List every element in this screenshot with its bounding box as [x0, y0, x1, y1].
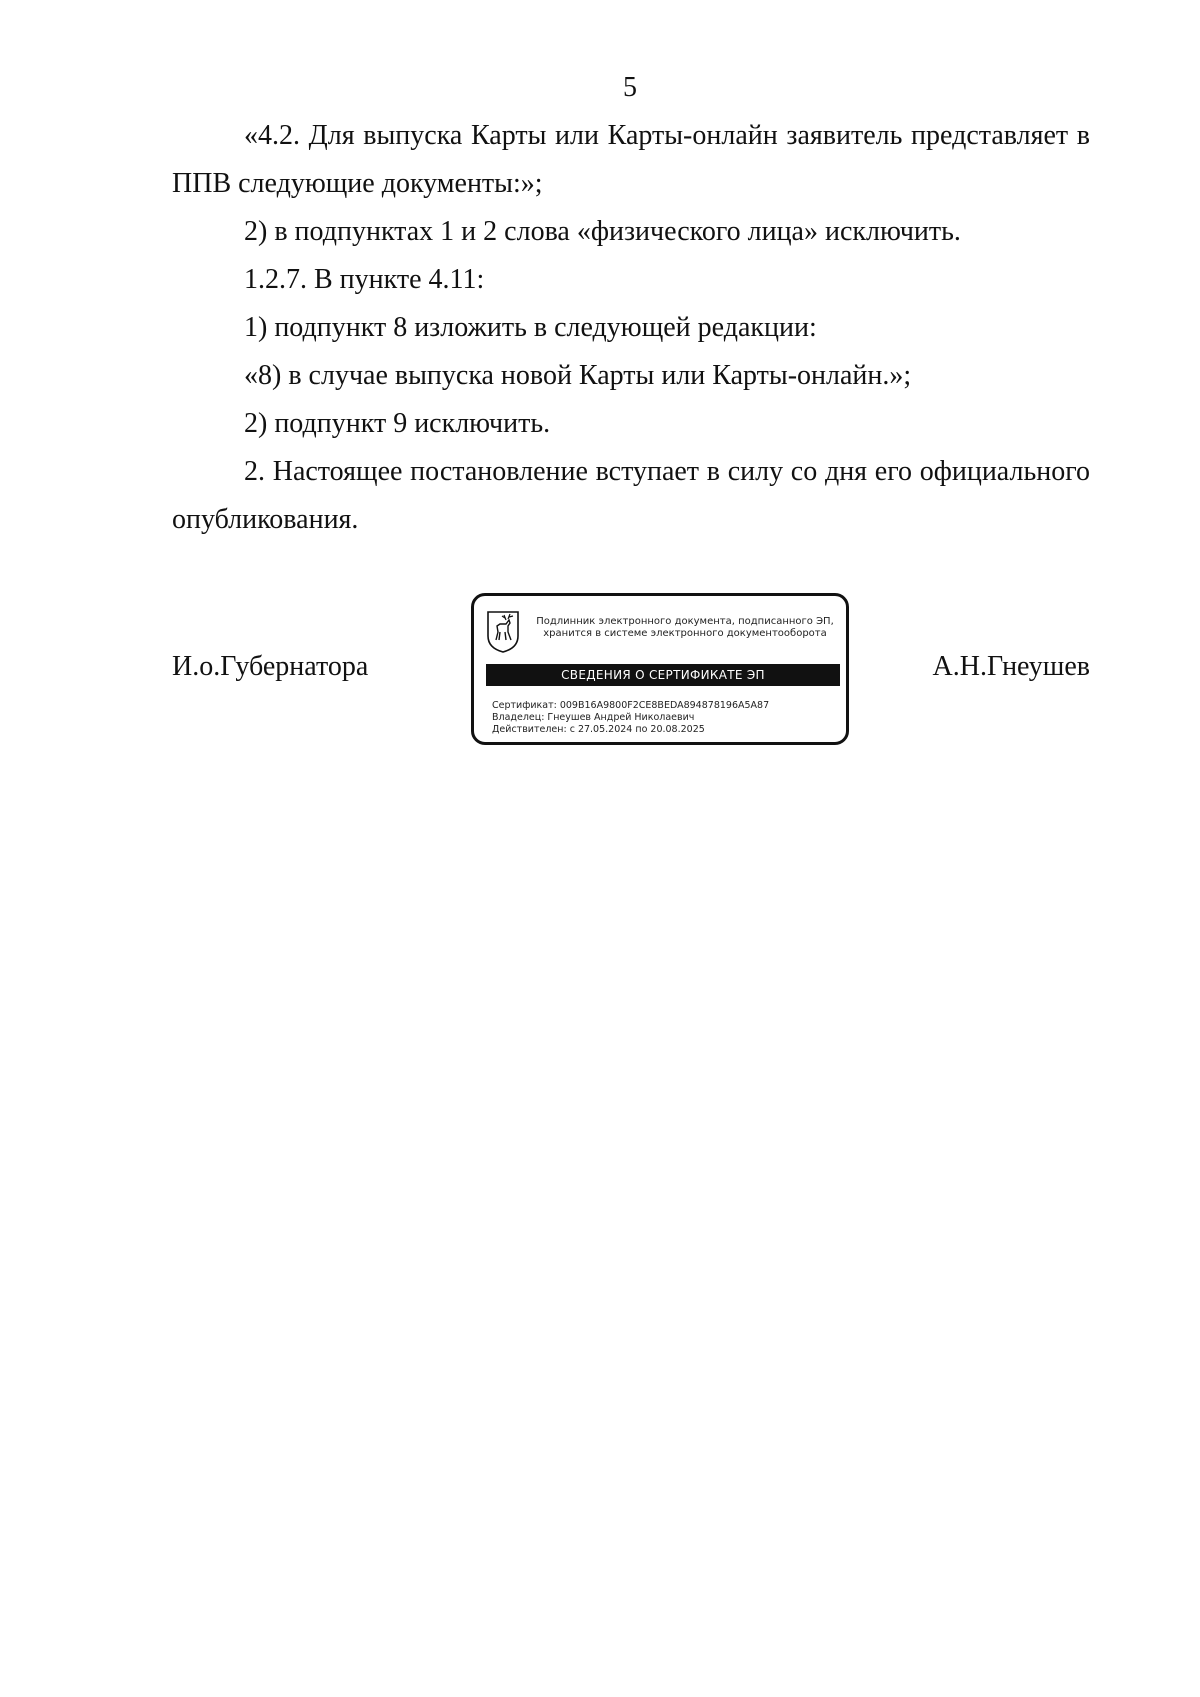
- signer-title: И.о.Губернатора: [172, 651, 369, 682]
- deer-coat-of-arms-icon: [486, 610, 520, 654]
- paragraph: 2. Настоящее постановление вступает в силу со дня его официального опубликования.: [172, 456, 1090, 535]
- certificate-validity: Действителен: с 27.05.2024 по 20.08.2025: [492, 724, 705, 735]
- stamp-header-line: хранится в системе электронного документооборота: [543, 628, 827, 639]
- signer-name: А.Н.Гнеушев: [932, 651, 1090, 682]
- certificate-info-bar: СВЕДЕНИЯ О СЕРТИФИКАТЕ ЭП: [486, 664, 840, 686]
- paragraph: «8) в случае выпуска новой Карты или Карты-онлайн.»;: [244, 360, 912, 391]
- paragraph: 2) в подпунктах 1 и 2 слова «физического лица» исключить.: [244, 216, 961, 247]
- certificate-owner: Владелец: Гнеушев Андрей Николаевич: [492, 712, 695, 723]
- stamp-header: [526, 616, 844, 640]
- paragraph: 1.2.7. В пункте 4.11:: [244, 264, 485, 295]
- document-body: [172, 112, 1090, 544]
- paragraph: «4.2. Для выпуска Карты или Карты-онлайн заявитель представляет в ППВ следующие документы:»;: [172, 120, 1090, 199]
- certificate-details: [492, 700, 769, 736]
- stamp-header-line: Подлинник электронного документа, подписанного ЭП,: [536, 616, 834, 627]
- paragraph: 1) подпункт 8 изложить в следующей редакции:: [244, 312, 817, 343]
- page-number: 5: [623, 72, 637, 103]
- paragraph: 2) подпункт 9 исключить.: [244, 408, 551, 439]
- certificate-number: Сертификат: 009B16A9800F2CE8BEDA894878196A5A87: [492, 700, 770, 711]
- electronic-signature-stamp: [471, 593, 849, 745]
- signature-block: [172, 593, 1090, 758]
